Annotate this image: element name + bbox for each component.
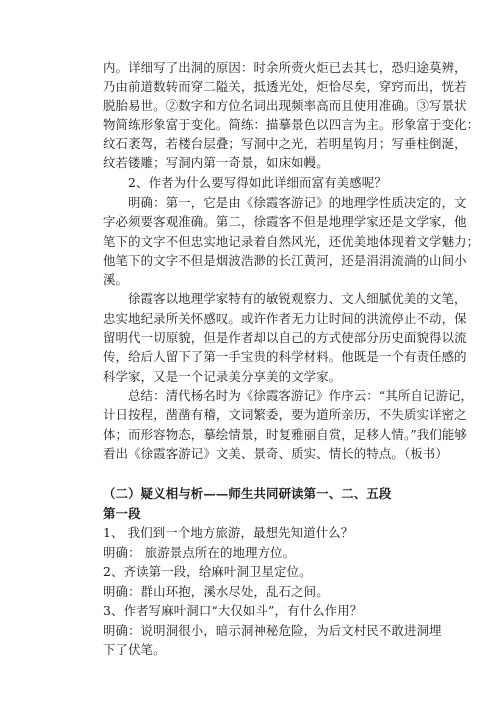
section-heading: （二）疑义相与析——师生共同研读第一、二、五段: [103, 486, 392, 501]
question-line: 2、作者为什么要写得如此详细而富有美感呢？: [128, 175, 387, 190]
text-line: 传，给后人留下了第一手宝贵的科学材料。他既是一个有责任感的: [103, 349, 467, 364]
text-line: 纹石袤驾，若楼台层叠；写洞中之光，若明星钩月；写垂柱倒涎，: [103, 136, 467, 151]
text-line: 看出《徐霞客游记》文美、景奇、质实、情长的特点。（板书）: [103, 446, 448, 461]
answer-line: 明确：说明洞很小，暗示洞神秘危险，为后文村民不敢进洞埋: [103, 623, 442, 638]
text-line: 计日按程，凿凿有稽，文词繁委，要为道所亲历，不失质实详密之: [103, 407, 467, 422]
text-line: 内。详细写了出洞的原因：时余所赍火炬已去其七，恐归途莫辨，: [103, 60, 467, 75]
text-line: 乃由前道数转而穿二隘关，抵透光处，炬恰尽矣，穿窍而出，恍若: [103, 79, 467, 94]
text-line: 笔下的文字不但忠实地记录着自然风光，还优美地体现着文学魅力；: [103, 234, 480, 249]
subsection-heading: 第一段: [103, 506, 141, 521]
text-line: 总结：清代杨名时为《徐霞客游记》作序云：“其所自记游记，: [128, 388, 474, 403]
text-line: 体；而形容物态，摹绘情景，时复雅丽自赏，足移人情。”我们能够: [103, 427, 467, 442]
text-line: 科学家，又是一个记录美分享美的文学家。: [103, 369, 342, 384]
text-line: 明确：第一，它是由《徐霞客游记》的地理学性质决定的，文: [128, 195, 467, 210]
text-line: 留明代一切原貌，但是作者却以自己的方式使部分历史面貌得以流: [103, 330, 467, 345]
text-line: 脱胎易世。②数字和方位名词出现频率高而且使用准确。③写景状: [103, 98, 467, 113]
text-line: 他笔下的文字不但是烟波浩渺的长江黄河，还是涓涓流淌的山间小: [103, 253, 467, 268]
text-line: 纹若镂雕；写洞内第一奇景，如床如幔。: [103, 155, 329, 170]
answer-line: 明确：群山环抱，溪水尽处，乱石之间。: [103, 584, 329, 599]
text-line: 物简练形象富于变化。简练：描摹景色以四言为主。形象富于变化：: [103, 117, 480, 132]
question-line: 3、作者写麻叶洞口“大仅如斗”，有什么作用？: [103, 603, 363, 618]
text-line: 溪。: [103, 272, 129, 287]
text-line: 忠实地纪录所关怀感叹。或许作者无力让时间的洪流停止不动，保: [103, 311, 467, 326]
answer-line: 下了伏笔。: [103, 642, 166, 657]
question-line: 2、齐读第一段，给麻叶洞卫星定位。: [103, 564, 312, 579]
question-line: 1、 我们到一个地方旅游，最想先知道什么？: [103, 525, 354, 540]
text-line: 字必须要客观准确。第二，徐霞客不但是地理学家还是文学家，他: [103, 214, 467, 229]
text-line: 徐霞客以地理学家特有的敏锐观察力、文人细腻优美的文笔，: [128, 291, 467, 306]
answer-line: 明确： 旅游景点所在的地理方位。: [103, 545, 296, 560]
